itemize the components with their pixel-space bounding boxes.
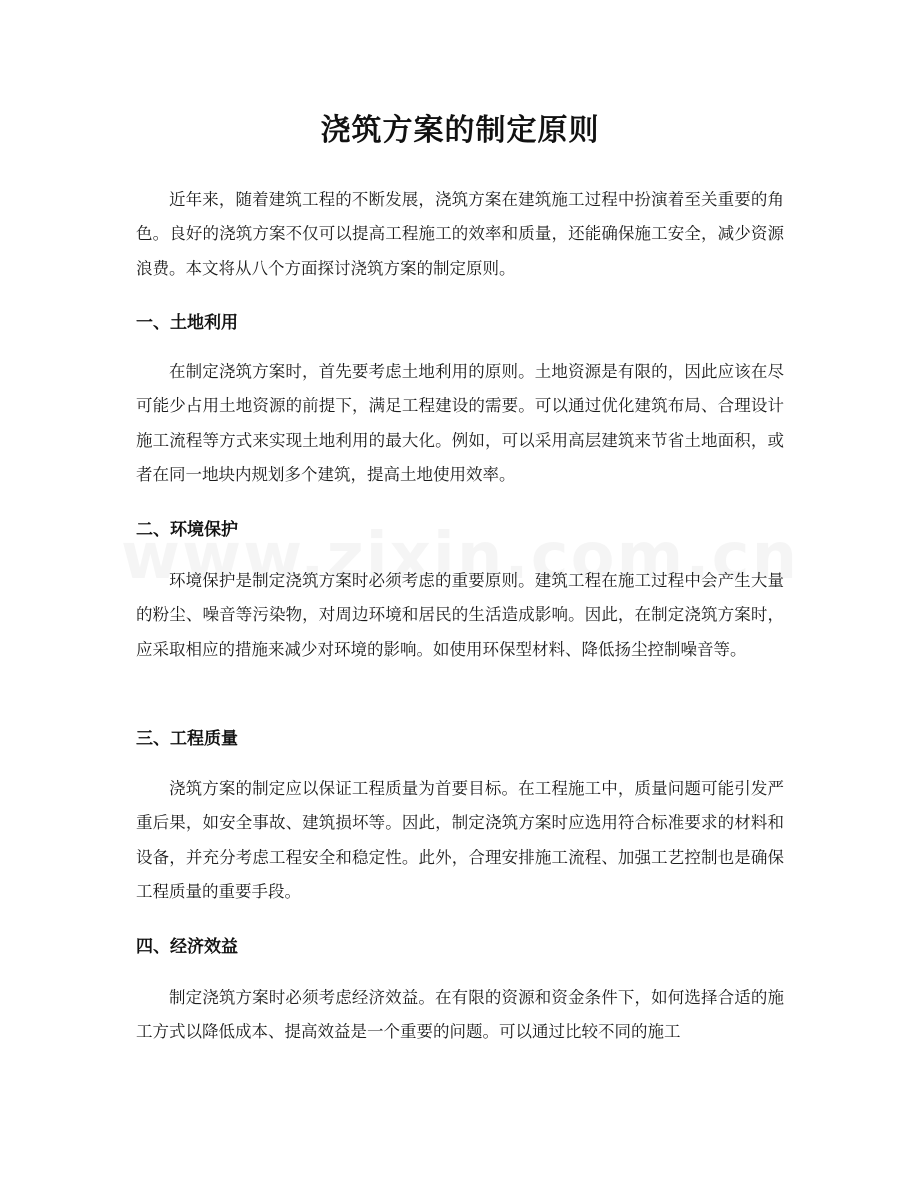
section-body-environment: 环境保护是制定浇筑方案时必须考虑的重要原则。建筑工程在施工过程中会产生大量的粉尘、噪音等污染物，对周边环境和居民的生活造成影响。因此，在制定浇筑方案时，应采取相应的措施来减少对环境的影响。如使用环保型材料、降低扬尘控制噪音等。: [136, 571, 784, 659]
document-title: 浇筑方案的制定原则: [320, 113, 600, 148]
section-body-quality: 浇筑方案的制定应以保证工程质量为首要目标。在工程施工中，质量问题可能引发严重后果，如安全事故、建筑损坏等。因此，制定浇筑方案时应选用符合标准要求的材料和设备，并充分考虑工程安全和稳定性。此外，合理安排施工流程、加强工艺控制也是确保工程质量的重要手段。: [136, 779, 784, 901]
section-body-land-use: 在制定浇筑方案时，首先要考虑土地利用的原则。土地资源是有限的，因此应该在尽可能少占用土地资源的前提下，满足工程建设的需要。可以通过优化建筑布局、合理设计施工流程等方式来实现土地利用的最大化。例如，可以采用高层建筑来节省土地面积，或者在同一地块内规划多个建筑，提高土地使用效率。: [136, 362, 784, 484]
intro-paragraph: 近年来，随着建筑工程的不断发展，浇筑方案在建筑施工过程中扮演着至关重要的角色。良好的浇筑方案不仅可以提高工程施工的效率和质量，还能确保施工安全，减少资源浪费。本文将从八个方面探讨浇筑方案的制定原则。: [136, 190, 784, 278]
section-heading-land-use: 一、土地利用: [136, 313, 238, 333]
section-body-economics: 制定浇筑方案时必须考虑经济效益。在有限的资源和资金条件下，如何选择合适的施工方式以降低成本、提高效益是一个重要的问题。可以通过比较不同的施工: [136, 988, 784, 1042]
section-heading-environment: 二、环境保护: [136, 520, 238, 540]
section-heading-economics: 四、经济效益: [136, 937, 238, 957]
section-heading-quality: 三、工程质量: [136, 729, 238, 749]
